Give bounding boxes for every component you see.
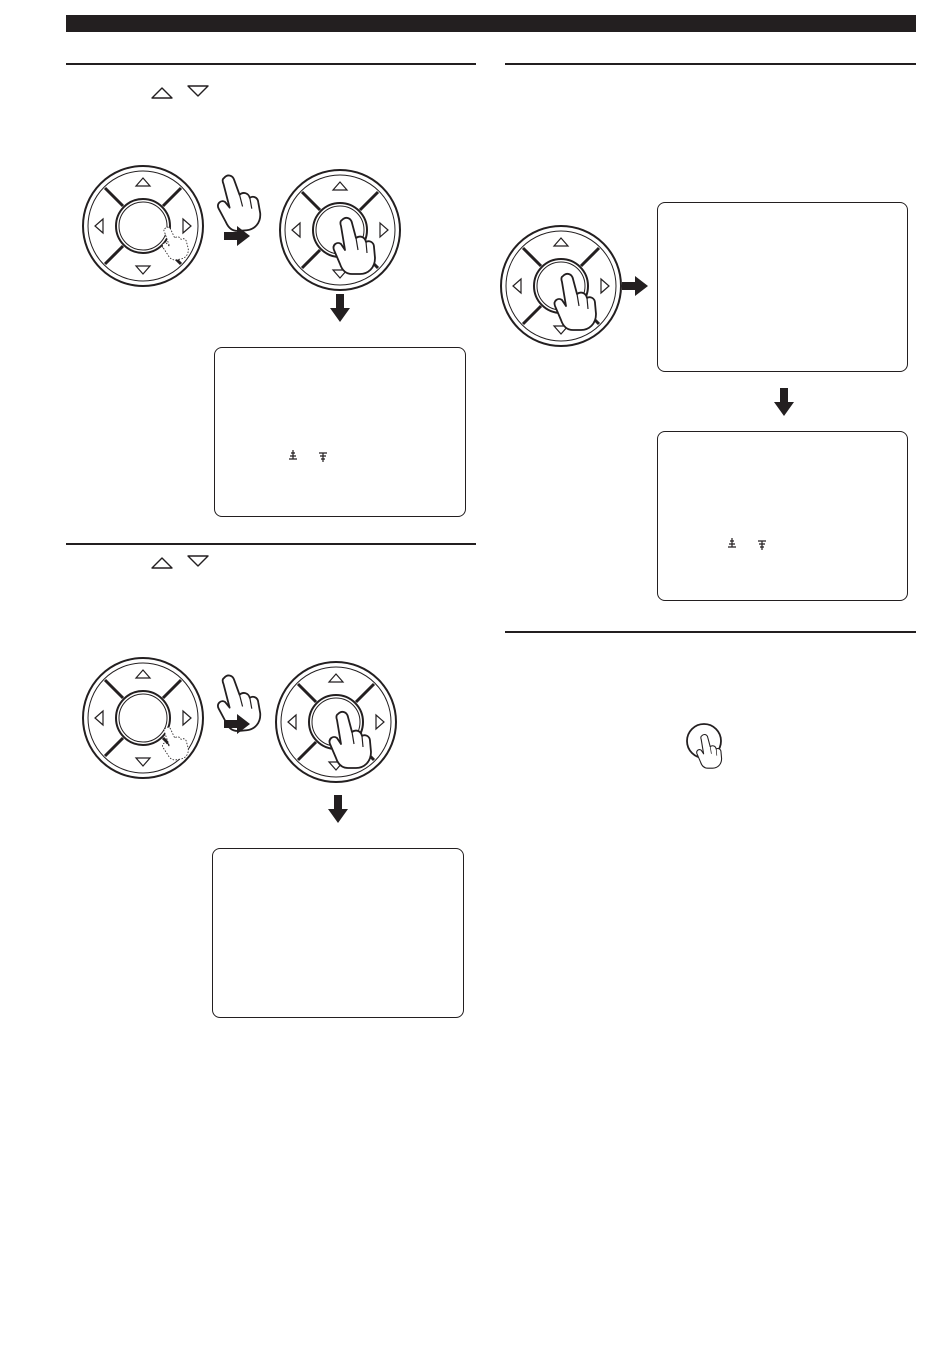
cursor-pad-icon: [83, 658, 203, 778]
triangle-up-icon: [152, 558, 172, 568]
cursor-pad-icon: [83, 166, 203, 286]
screen-display-2: [212, 848, 464, 1018]
triangle-up-icon: [152, 88, 172, 98]
arrow-right-icon: [222, 226, 252, 246]
triangle-down-icon: [188, 86, 208, 96]
cursor-pad-icon: [280, 170, 400, 290]
cursor-pad-diagram-1b: [280, 174, 420, 294]
section-rule-right-2: [505, 631, 916, 633]
arrow-down-icon: [328, 294, 352, 326]
arrow-down-icon: [772, 388, 796, 420]
level-markers: [724, 536, 774, 552]
level-down-icon: [758, 541, 766, 550]
cursor-pad-diagram-2b: [280, 664, 420, 784]
section-rule-right-1: [505, 63, 916, 65]
arrow-right-icon: [222, 714, 252, 734]
section-rule-left-1: [66, 63, 476, 65]
level-up-icon: [289, 450, 297, 459]
screen-display-1: [214, 347, 466, 517]
up-down-triangles-1: [150, 86, 220, 100]
pressing-finger-icon: [215, 173, 261, 233]
screen-display-3: [657, 202, 908, 372]
arrow-right-icon: [620, 276, 650, 296]
cursor-pad-icon: [501, 226, 621, 346]
level-up-icon: [728, 538, 736, 547]
up-down-triangles-2: [150, 556, 220, 570]
arrow-down-icon: [326, 795, 350, 827]
section-rule-left-2: [66, 543, 476, 545]
small-button-diagram: [685, 722, 735, 772]
level-markers: [285, 448, 335, 464]
level-down-icon: [319, 453, 327, 462]
header-bar: [66, 15, 916, 32]
triangle-down-icon: [188, 556, 208, 566]
cursor-pad-icon: [276, 662, 396, 782]
screen-display-4: [657, 431, 908, 601]
